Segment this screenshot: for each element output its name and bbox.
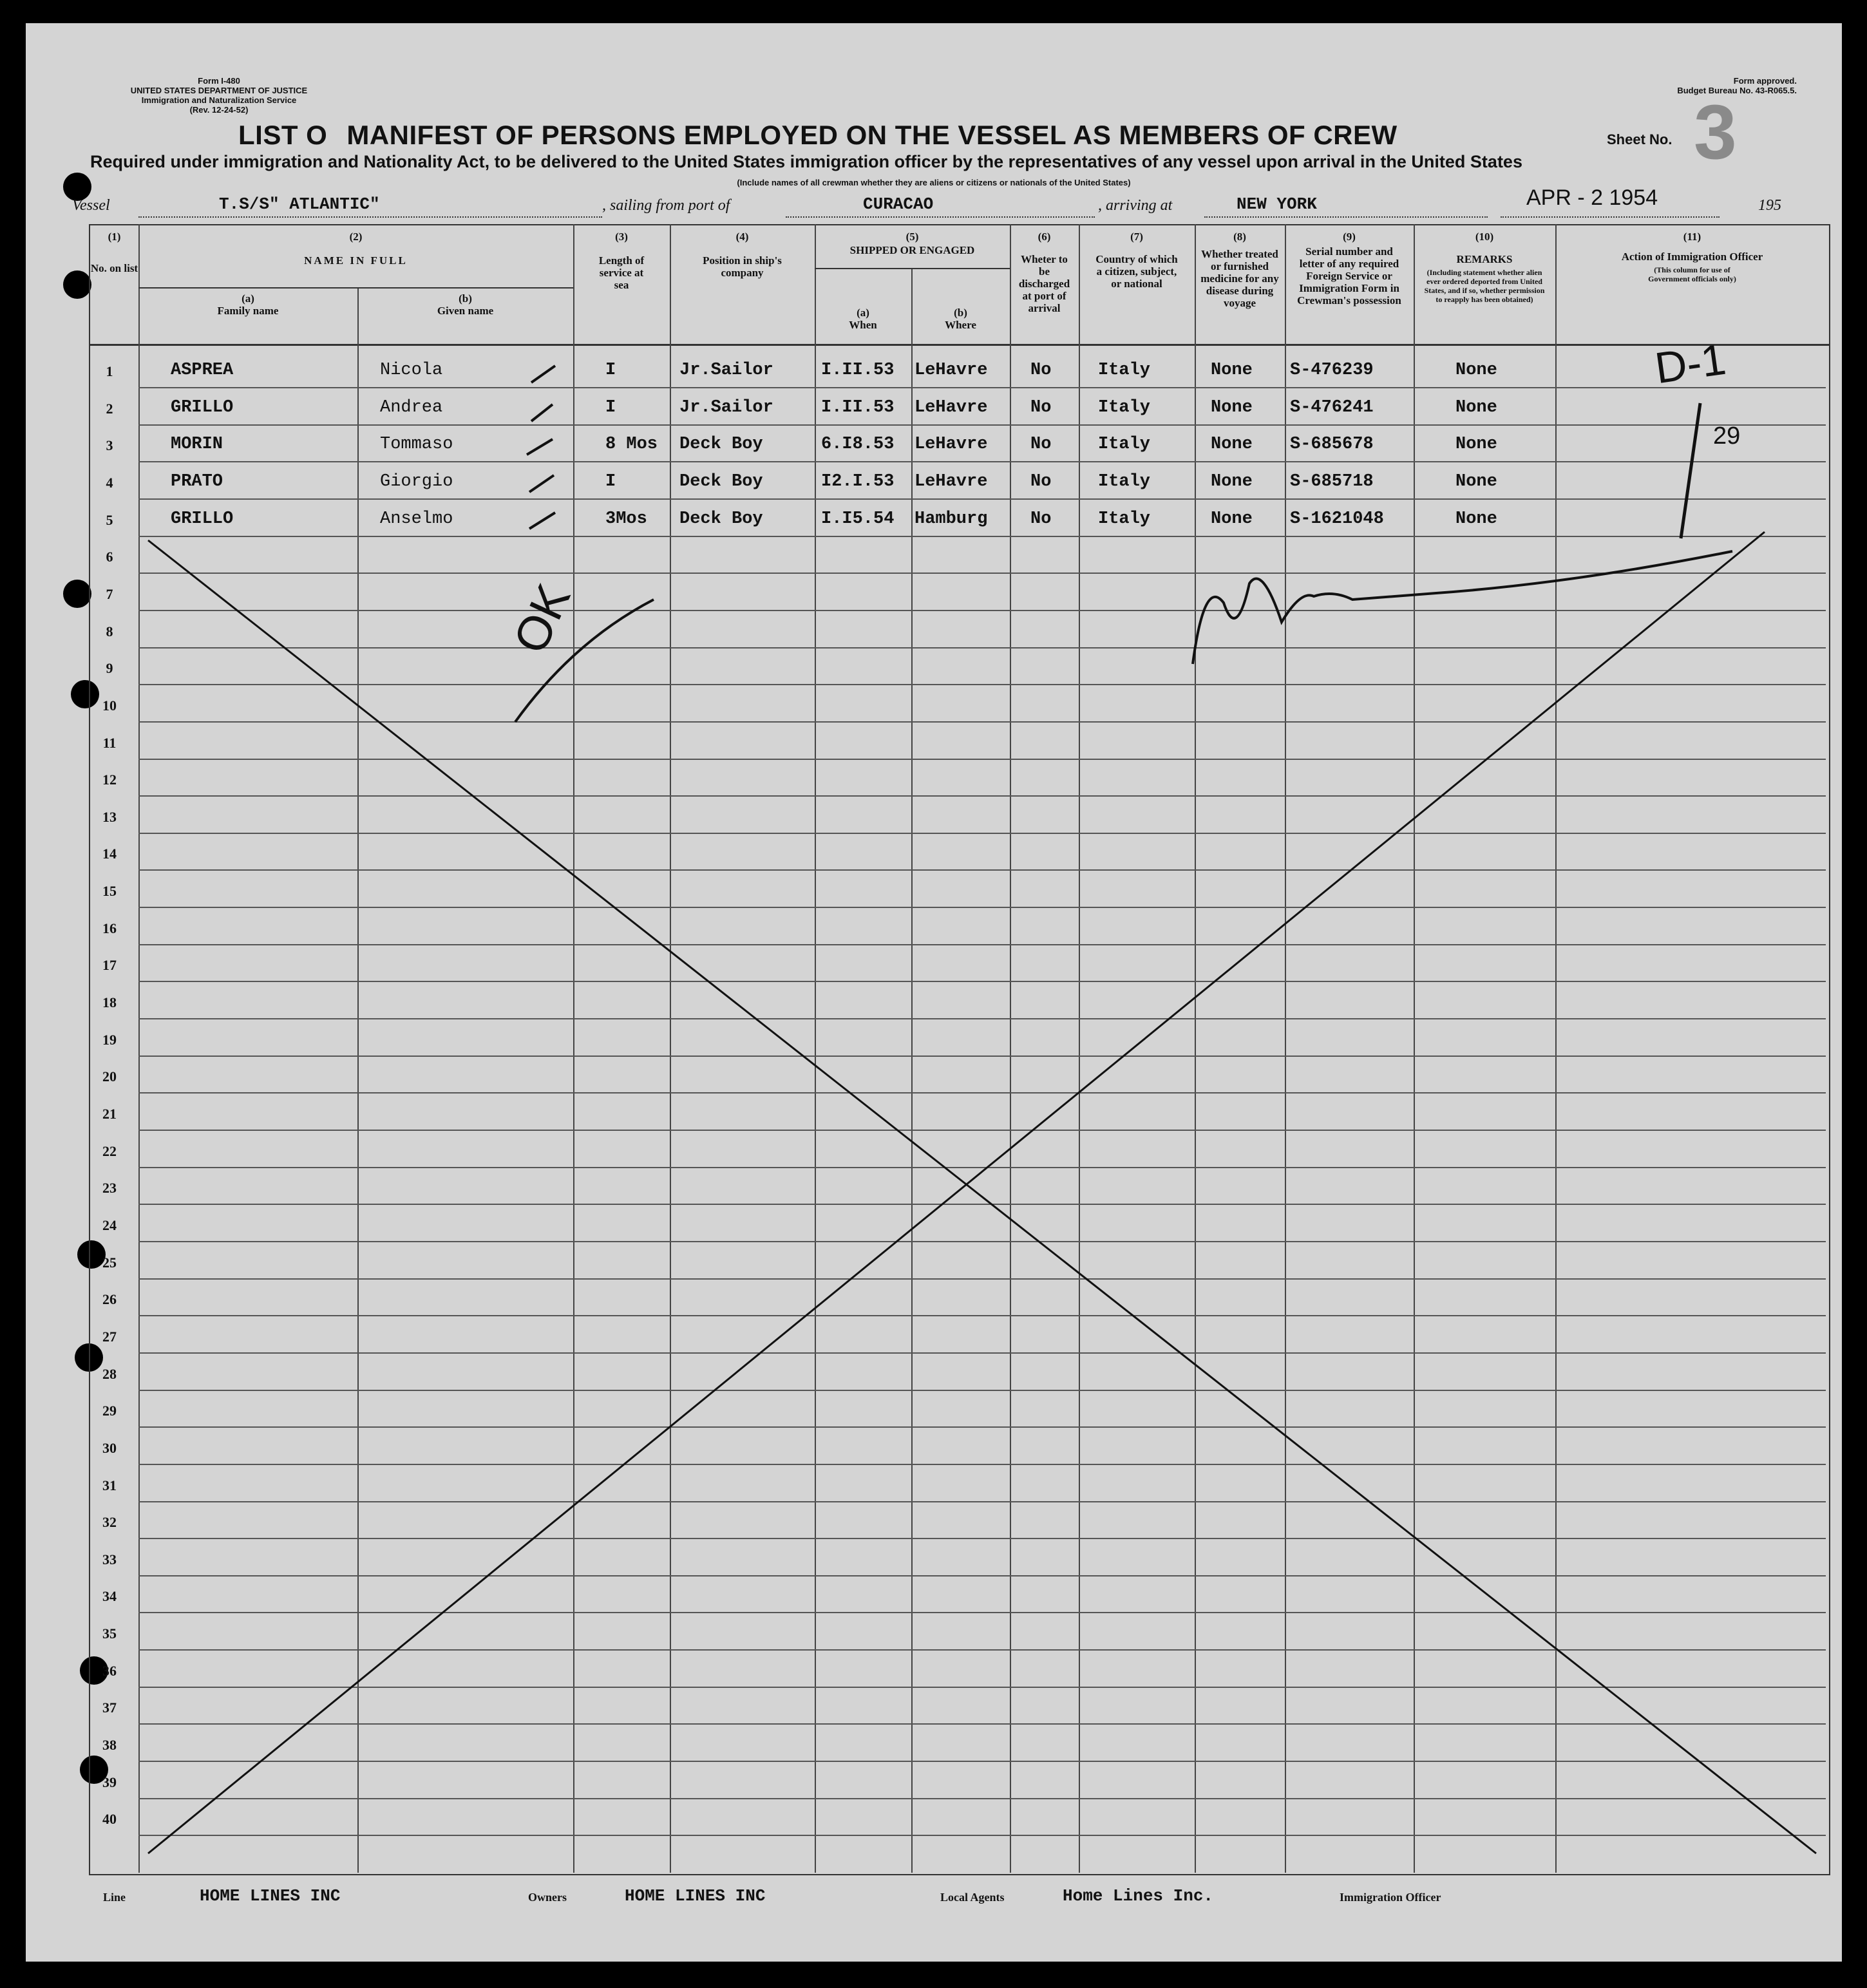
footer-line-value: HOME LINES INC — [200, 1886, 341, 1906]
form-number: Form I-480 — [198, 76, 240, 86]
crew-given-cell: Anselmo — [380, 509, 453, 529]
crew-given-cell: Nicola — [380, 361, 443, 380]
crew-serial-cell: S-685718 — [1290, 472, 1374, 491]
tick-mark — [529, 513, 555, 529]
crew-where-cell: LeHavre — [915, 361, 988, 380]
row-number: 27 — [102, 1329, 117, 1345]
row-number: 9 — [106, 660, 113, 676]
crew-when-cell: I.II.53 — [821, 398, 895, 417]
crew-service-cell: I — [605, 472, 616, 491]
col7-header: (7) Country of which a citizen, subject, or national — [1095, 231, 1178, 290]
crew-given-cell: Tommaso — [380, 435, 453, 454]
row-number: 19 — [102, 1032, 117, 1048]
row-number: 17 — [102, 957, 117, 973]
port-value: CURACAO — [863, 194, 934, 214]
crew-when-cell: I.I5.54 — [821, 509, 895, 529]
row-number: 40 — [102, 1811, 117, 1827]
crew-position-cell: Jr.Sailor — [679, 398, 773, 417]
row-number: 15 — [102, 883, 117, 899]
handwriting-layer — [26, 23, 1842, 1962]
service: Immigration and Naturalization Service — [141, 95, 297, 105]
cross-out-line-1 — [148, 540, 1816, 1853]
crew-remarks-cell: None — [1455, 472, 1497, 491]
crew-where-cell: LeHavre — [915, 398, 988, 417]
crew-given-cell: Andrea — [380, 398, 443, 417]
crew-position-cell: Jr.Sailor — [679, 361, 773, 380]
row-number: 16 — [102, 920, 117, 936]
crew-country-cell: Italy — [1098, 435, 1151, 454]
crew-when-cell: I2.I.53 — [821, 472, 895, 491]
row-number: 39 — [102, 1774, 117, 1790]
crew-family-cell: MORIN — [171, 435, 223, 454]
row-number: 6 — [106, 549, 113, 565]
crew-serial-cell: S-476239 — [1290, 361, 1374, 380]
tick-mark — [531, 366, 555, 383]
crew-where-cell: Hamburg — [915, 509, 988, 529]
row-number: 30 — [102, 1440, 117, 1456]
crew-family-cell: GRILLO — [171, 509, 234, 529]
signature-stroke — [1193, 551, 1732, 664]
footer-owners-value: HOME LINES INC — [625, 1886, 766, 1906]
crew-family-cell: GRILLO — [171, 398, 234, 417]
row-number: 4 — [106, 475, 113, 491]
col5a-header: (a) When — [849, 307, 877, 331]
tick-mark — [529, 475, 554, 492]
officer-mark: D-1 — [1652, 334, 1729, 393]
row-number: 5 — [106, 512, 113, 528]
crew-when-cell: I.II.53 — [821, 361, 895, 380]
crew-medicine-cell: None — [1211, 472, 1253, 491]
sheet-number: 3 — [1694, 89, 1737, 175]
crew-position-cell: Deck Boy — [679, 509, 763, 529]
crew-count: 29 — [1713, 422, 1741, 450]
row-number: 11 — [102, 735, 117, 751]
required-text: Required under immigration and Nationality Act, to be delivered to the United States immigration officer by the representatives of any vessel upon arrival in the United States — [90, 152, 1522, 171]
col10-header: (10) REMARKS (Including statement whether alien ever ordered deported from United States, and if so, whether permission to reapply has been obtained) — [1424, 231, 1545, 304]
crew-medicine-cell: None — [1211, 398, 1253, 417]
arriving-label: , arriving at — [1098, 197, 1173, 214]
row-number: 31 — [102, 1477, 117, 1493]
row-number: 25 — [102, 1254, 117, 1271]
row-number: 36 — [102, 1663, 117, 1679]
include-text: (Include names of all crewman whether they are aliens or citizens or nationals of the United States) — [737, 178, 1131, 187]
row-number: 12 — [102, 772, 117, 788]
crew-service-cell: I — [605, 361, 616, 380]
sailing-label: , sailing from port of — [602, 197, 730, 214]
col5b-header: (b) Where — [945, 307, 976, 331]
row-number: 18 — [102, 994, 117, 1010]
crew-country-cell: Italy — [1098, 361, 1151, 380]
vessel-label: Vessel — [72, 197, 110, 214]
year-suffix: 195 — [1758, 197, 1781, 214]
title-part2: MANIFEST OF PERSONS EMPLOYED ON THE VESSEL AS MEMBERS OF CREW — [346, 120, 1398, 150]
row-number: 8 — [106, 623, 113, 639]
footer-agents-label: Local Agents — [940, 1891, 1005, 1904]
row-number: 33 — [102, 1551, 117, 1567]
manifest-sheet — [26, 23, 1842, 1962]
crew-medicine-cell: None — [1211, 509, 1253, 529]
row-number: 10 — [102, 697, 117, 714]
row-number: 34 — [102, 1588, 117, 1604]
vessel-value: T.S/S" ATLANTIC" — [219, 194, 380, 214]
crew-position-cell: Deck Boy — [679, 435, 763, 454]
crew-medicine-cell: None — [1211, 435, 1253, 454]
crew-when-cell: 6.I8.53 — [821, 435, 895, 454]
sheet-label: Sheet No. — [1607, 131, 1673, 147]
crew-serial-cell: S-476241 — [1290, 398, 1374, 417]
crew-family-cell: ASPREA — [171, 361, 234, 380]
crew-remarks-cell: None — [1455, 509, 1497, 529]
crew-serial-cell: S-685678 — [1290, 435, 1374, 454]
crew-family-cell: PRATO — [171, 472, 223, 491]
title-part1: LIST O — [238, 120, 328, 150]
crew-discharged-cell: No — [1030, 472, 1052, 491]
crew-discharged-cell: No — [1030, 509, 1052, 529]
row-number: 3 — [106, 437, 113, 453]
row-number: 20 — [102, 1068, 117, 1084]
col2a-header: (a) Family name — [217, 292, 279, 317]
row-number: 35 — [102, 1625, 117, 1642]
crew-service-cell: 3Mos — [605, 509, 647, 529]
col3-header: (3) Length of service at sea — [598, 231, 645, 291]
footer-line-label: Line — [103, 1891, 126, 1904]
crew-remarks-cell: None — [1455, 398, 1497, 417]
crew-service-cell: I — [605, 398, 616, 417]
footer-officer-label: Immigration Officer — [1340, 1891, 1441, 1904]
row-number: 14 — [102, 846, 117, 862]
crew-country-cell: Italy — [1098, 472, 1151, 491]
crew-given-cell: Giorgio — [380, 472, 453, 491]
crew-remarks-cell: None — [1455, 435, 1497, 454]
crew-country-cell: Italy — [1098, 398, 1151, 417]
crew-service-cell: 8 Mos — [605, 435, 658, 454]
approval-line2: Budget Bureau No. 43-R065.5. — [1677, 86, 1797, 95]
col2b-header: (b) Given name — [437, 292, 494, 317]
crew-country-cell: Italy — [1098, 509, 1151, 529]
row-number: 1 — [106, 363, 113, 379]
col1-header: (1) No. on list — [90, 231, 138, 274]
row-number: 13 — [102, 809, 117, 825]
crew-medicine-cell: None — [1211, 361, 1253, 380]
row-number: 29 — [102, 1403, 117, 1419]
crew-where-cell: LeHavre — [915, 472, 988, 491]
row-number: 38 — [102, 1737, 117, 1753]
crew-where-cell: LeHavre — [915, 435, 988, 454]
col11-header: (11) Action of Immigration Officer (This column for use of Government officials only) — [1621, 231, 1763, 283]
tick-mark — [531, 404, 553, 421]
row-number: 32 — [102, 1514, 117, 1530]
arriving-value: NEW YORK — [1237, 194, 1317, 214]
officer-slash — [1681, 403, 1700, 538]
crew-position-cell: Deck Boy — [679, 472, 763, 491]
col9-header: (9) Serial number and letter of any required Foreign Service or Immigration Form in Crewman's possession — [1297, 231, 1401, 307]
col5-header: (5) SHIPPED OR ENGAGED — [849, 231, 975, 256]
col6-header: (6) Wheter to be discharged at port of arrival — [1018, 231, 1070, 314]
col8-header: (8) Whether treated or furnished medicine for any disease during voyage — [1200, 231, 1279, 309]
crew-discharged-cell: No — [1030, 398, 1052, 417]
row-number: 26 — [102, 1291, 117, 1307]
crew-discharged-cell: No — [1030, 435, 1052, 454]
row-number: 22 — [102, 1143, 117, 1159]
crew-discharged-cell: No — [1030, 361, 1052, 380]
arrival-date-stamp: APR - 2 1954 — [1526, 185, 1658, 210]
ok-mark: OK — [502, 576, 581, 661]
col2-header: (2) NAME IN FULL — [304, 231, 408, 267]
row-number: 23 — [102, 1180, 117, 1196]
row-number: 7 — [106, 586, 113, 602]
department: UNITED STATES DEPARTMENT OF JUSTICE — [130, 86, 308, 95]
tick-mark — [527, 439, 553, 455]
row-number: 2 — [106, 401, 113, 417]
row-number: 24 — [102, 1217, 117, 1233]
revision: (Rev. 12-24-52) — [189, 105, 249, 115]
approval-line1: Form approved. — [1733, 76, 1797, 86]
row-number: 28 — [102, 1366, 117, 1382]
crew-serial-cell: S-1621048 — [1290, 509, 1384, 529]
row-number: 37 — [102, 1699, 117, 1716]
row-number: 21 — [102, 1106, 117, 1122]
crew-remarks-cell: None — [1455, 361, 1497, 380]
col4-header: (4) Position in ship's company — [703, 231, 782, 279]
footer-owners-label: Owners — [528, 1891, 567, 1904]
footer-agents-value: Home Lines Inc. — [1063, 1886, 1214, 1906]
